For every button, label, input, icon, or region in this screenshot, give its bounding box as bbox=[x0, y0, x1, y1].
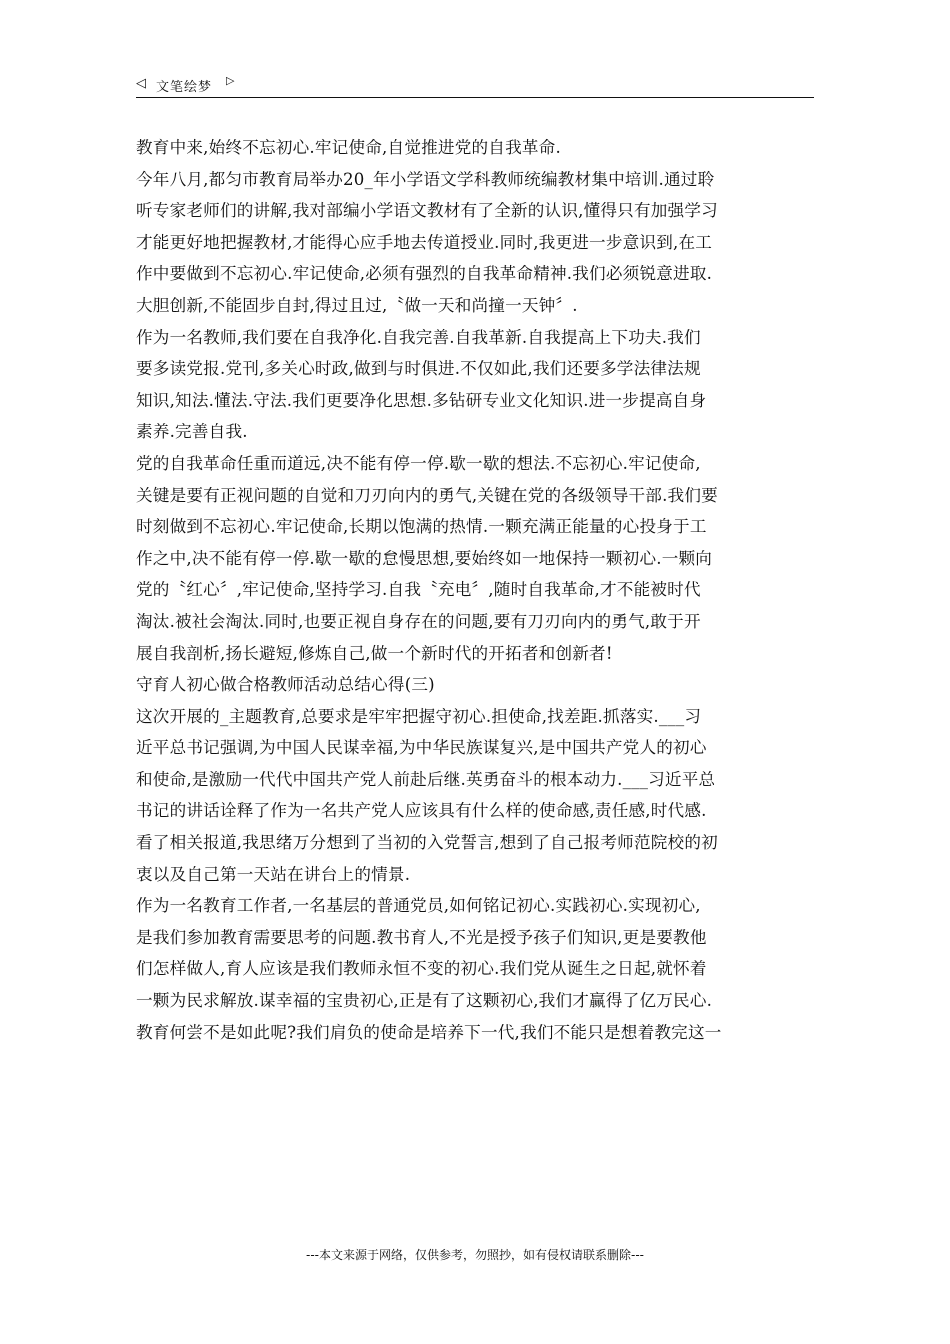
text-line: 关键是要有正视问题的自觉和刀刃向内的勇气,关键在党的各级领导干部.我们要 bbox=[136, 485, 718, 505]
left-triangle-icon: ◁ bbox=[136, 76, 146, 91]
page-footer: ---本文来源于网络，仅供参考，勿照抄，如有侵权请联系删除--- bbox=[306, 1248, 644, 1262]
text-line: 书记的讲话诠释了作为一名共产党人应该具有什么样的使命感,责任感,时代感. bbox=[136, 801, 707, 821]
text-line: 一颗为民求解放.谋幸福的宝贵初心,正是有了这颗初心,我们才赢得了亿万民心. bbox=[136, 991, 713, 1011]
text-line: 看了相关报道,我思绪万分想到了当初的入党誓言,想到了自己报考师范院校的初 bbox=[136, 833, 718, 853]
text-line: 要多读党报.党刊,多关心时政,做到与时俱进.不仅如此,我们还要多学法律法规 bbox=[136, 359, 701, 379]
text-line: 今年八月,都匀市教育局举办20_年小学语文学科教师统编教材集中培训.通过聆 bbox=[136, 169, 715, 189]
text-line: 们怎样做人,育人应该是我们教师永恒不变的初心.我们党从诞生之日起,就怀着 bbox=[136, 959, 707, 979]
text-line: 教育中来,始终不忘初心.牢记使命,自觉推进党的自我革命. bbox=[136, 138, 561, 157]
text-line: 作为一名教师,我们要在自我净化.自我完善.自我革新.自我提高上下功夫.我们 bbox=[136, 327, 701, 347]
text-line: 衷以及自己第一天站在讲台上的情景. bbox=[136, 864, 411, 884]
text-line: 作为一名教育工作者,一名基层的普通党员,如何铭记初心.实践初心.实现初心, bbox=[136, 896, 701, 916]
text-line: 才能更好地把握教材,才能得心应手地去传道授业.同时,我更进一步意识到,在工 bbox=[136, 232, 713, 252]
text-line: 时刻做到不忘初心.牢记使命,长期以饱满的热情.一颗充满正能量的心投身于工 bbox=[136, 517, 707, 537]
text-line: 素养.完善自我. bbox=[136, 422, 248, 442]
header-title: 文笔绘梦 bbox=[156, 80, 213, 95]
header-divider bbox=[136, 97, 814, 98]
text-line: 近平总书记强调,为中国人民谋幸福,为中华民族谋复兴,是中国共产党人的初心 bbox=[136, 738, 707, 758]
text-line: 党的自我革命任重而道远,决不能有停一停.歇一歇的想法.不忘初心.牢记使命, bbox=[136, 453, 701, 473]
text-line: 展自我剖析,扬长避短,修炼自己,做一个新时代的开拓者和创新者! bbox=[136, 643, 613, 663]
text-line: 知识,知法.懂法.守法.我们更要净化思想.多钻研专业文化知识.进一步提高自身 bbox=[136, 390, 707, 410]
text-line: 作中要做到不忘初心.牢记使命,必须有强烈的自我革命精神.我们必须锐意进取. bbox=[136, 264, 713, 284]
text-line: 是我们参加教育需要思考的问题.教书育人,不光是授予孩子们知识,更是要教他 bbox=[136, 927, 707, 947]
section-title: 守育人初心做合格教师活动总结心得(三) bbox=[136, 675, 435, 695]
text-line: 这次开展的_主题教育,总要求是牢牢把握守初心.担使命,找差距.抓落实.___习 bbox=[136, 706, 702, 726]
text-line: 大胆创新,不能固步自封,得过且过,〝做一天和尚撞一天钟〞. bbox=[136, 295, 578, 315]
text-line: 党的〝红心〞,牢记使命,坚持学习.自我〝充电〞,随时自我革命,才不能被时代 bbox=[136, 580, 701, 600]
text-line: 淘汰.被社会淘汰.同时,也要正视自身存在的问题,要有刀刃向内的勇气,敢于开 bbox=[136, 611, 701, 631]
text-line: 听专家老师们的讲解,我对部编小学语文教材有了全新的认识,懂得只有加强学习 bbox=[136, 201, 718, 221]
right-triangle-icon: ▷ bbox=[226, 74, 235, 87]
document-body bbox=[136, 132, 814, 1048]
text-line: 作之中,决不能有停一停.歇一歇的怠慢思想,要始终如一地保持一颗初心.一颗向 bbox=[136, 548, 713, 568]
text-line: 和使命,是激励一代代中国共产党人前赴后继.英勇奋斗的根本动力.___习近平总 bbox=[136, 769, 716, 789]
page-header bbox=[136, 72, 814, 98]
text-line: 教育何尝不是如此呢?我们肩负的使命是培养下一代,我们不能只是想着教完这一 bbox=[136, 1022, 722, 1042]
